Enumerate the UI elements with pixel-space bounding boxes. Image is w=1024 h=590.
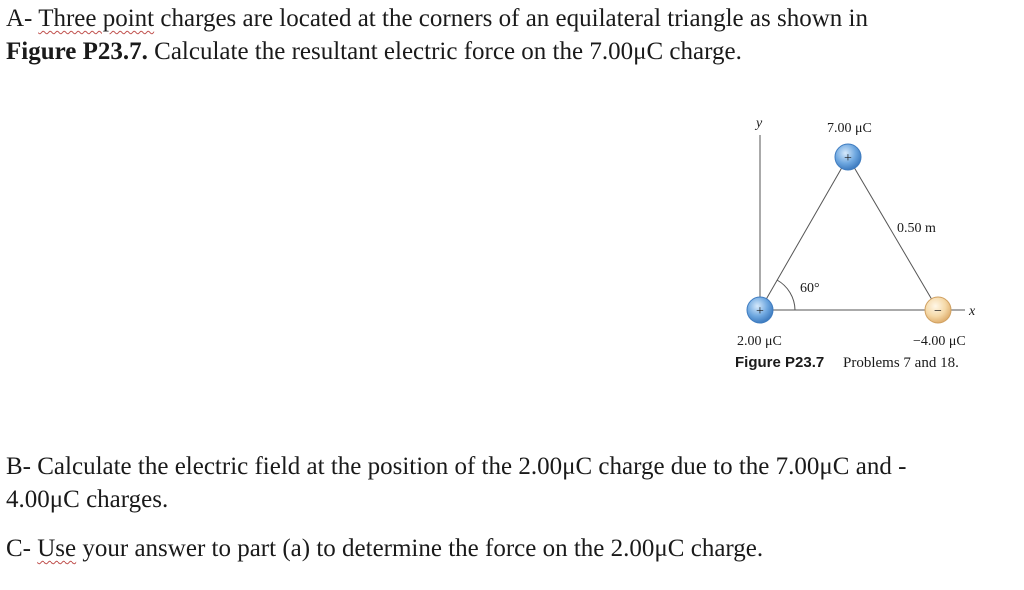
part-c-underlined-word: Use bbox=[37, 535, 77, 562]
charge-right-sign: − bbox=[934, 304, 942, 319]
side-length-label: 0.50 m bbox=[897, 221, 936, 236]
part-a-line-2-text: Calculate the resultant electric force on the 7.00μC charge. bbox=[147, 38, 742, 65]
part-a-prefix: A- bbox=[6, 5, 39, 32]
angle-label: 60° bbox=[800, 281, 820, 296]
figure-caption-title: Figure P23.7 bbox=[735, 354, 825, 371]
question-part-c bbox=[6, 532, 763, 565]
part-c-prefix: C- bbox=[6, 535, 38, 562]
part-a-line-1-text: charges are located at the corners of an equilateral triangle as shown in bbox=[154, 5, 868, 32]
charge-right-label: −4.00 μC bbox=[913, 334, 966, 349]
y-axis-label: y bbox=[756, 116, 763, 131]
charge-left-sign: + bbox=[756, 304, 764, 319]
part-a-underlined-phrase: Three point bbox=[38, 5, 155, 32]
charge-top-sign: + bbox=[844, 151, 852, 166]
charge-left-label: 2.00 μC bbox=[737, 334, 782, 349]
figure-caption-text: Problems 7 and 18. bbox=[843, 355, 959, 371]
angle-arc bbox=[777, 280, 795, 310]
part-c-text: your answer to part (a) to determine the force on the 2.00μC charge. bbox=[76, 535, 764, 562]
part-b-line-2: 4.00μC charges. bbox=[6, 486, 169, 513]
question-part-b bbox=[6, 450, 906, 516]
charge-top-label: 7.00 μC bbox=[827, 121, 872, 136]
figure-reference: Figure P23.7. bbox=[6, 38, 148, 65]
x-axis-label: x bbox=[969, 304, 976, 319]
part-b-line-1: B- Calculate the electric field at the position of the 2.00μC charge due to the 7.00μC and - bbox=[6, 453, 907, 480]
